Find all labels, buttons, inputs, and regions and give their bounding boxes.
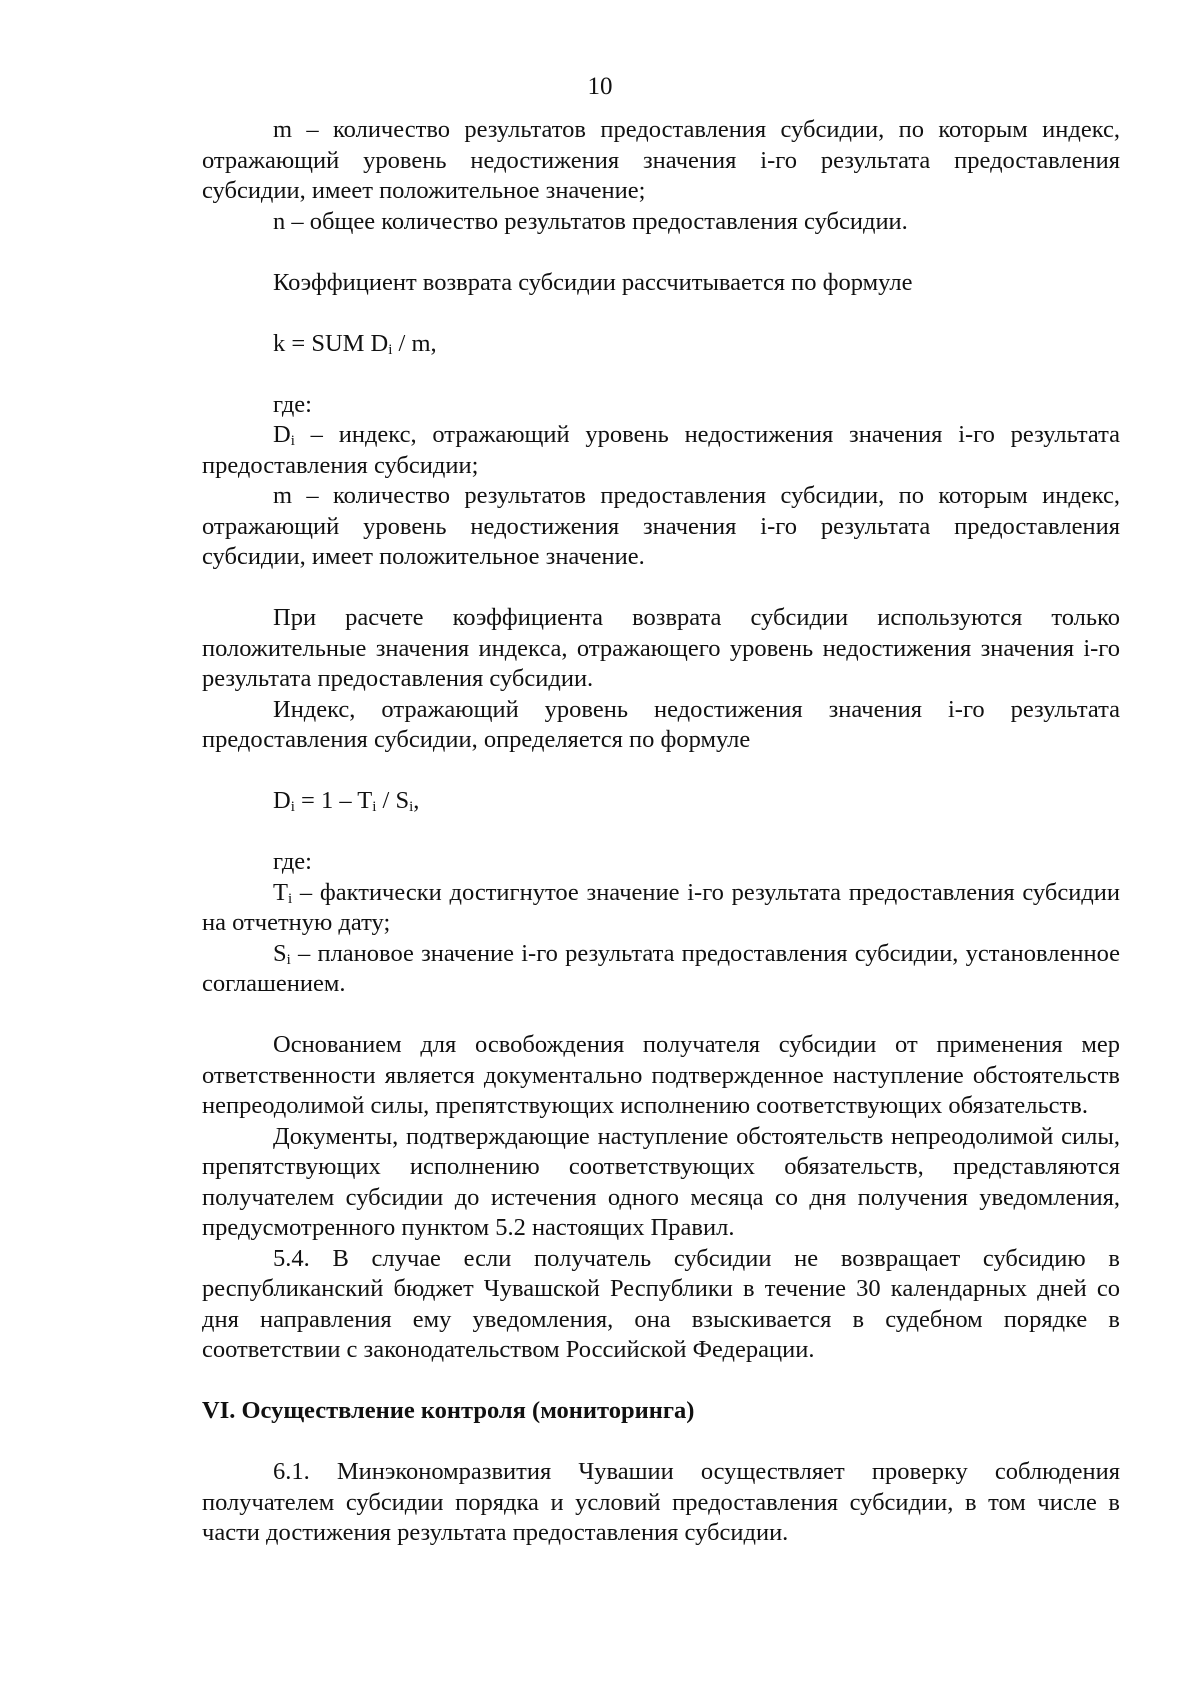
page-number: 10 bbox=[587, 73, 613, 100]
paragraph-si-definition bbox=[202, 939, 1120, 1000]
paragraph-index-intro: Индекс, отражающий уровень недостижения значения i-го результата предоставления субсидии, определяется по формуле bbox=[202, 695, 1120, 753]
paragraph-positive-values: При расчете коэффициента возврата субсидии используются только положительные значения индекса, отражающего уровень недостижения значения i-го результата предоставления субсидии. bbox=[202, 604, 1120, 692]
formula-di-c-sub: i bbox=[409, 799, 414, 815]
formula-k-subscript: i bbox=[388, 341, 393, 358]
paragraph-di-definition bbox=[202, 420, 1120, 481]
si-symbol: S bbox=[273, 939, 287, 967]
ti-subscript: i bbox=[287, 890, 293, 907]
section-heading-vi: VI. Осуществление контроля (мониторинга) bbox=[202, 1397, 695, 1424]
ti-symbol: T bbox=[273, 878, 288, 906]
di-symbol: D bbox=[273, 421, 291, 448]
formula-di-b-sub: i bbox=[372, 799, 377, 815]
formula-di bbox=[202, 786, 1120, 817]
formula-k-prefix: k = SUM D bbox=[273, 329, 389, 357]
ti-definition-text: – фактически достигнутое значение i-го результата предоставления субсидии на отчетную дату; bbox=[202, 878, 1120, 936]
formula-di-a-sub: i bbox=[290, 799, 295, 815]
paragraph-coefficient-intro: Коэффициент возврата субсидии рассчитывается по формуле bbox=[273, 268, 913, 296]
formula-k-suffix: / m, bbox=[392, 329, 437, 357]
paragraph-force-majeure-basis: Основанием для освобождения получателя субсидии от применения мер ответственности является документально подтвержденное наступление обстоятельств непреодолимой силы, препятствующих исполнению соответствующих обязательств. bbox=[202, 1031, 1120, 1119]
paragraph-m-definition: m – количество результатов предоставления субсидии, по которым индекс, отражающий уровень недостижения значения i-го результата предоставления субсидии, имеет положительное значение; bbox=[202, 116, 1120, 204]
formula-di-d: , bbox=[413, 787, 420, 814]
di-definition-text: – индекс, отражающий уровень недостижения значения i-го результата предоставления субсидии; bbox=[202, 421, 1120, 479]
where-label-1: где: bbox=[273, 390, 312, 418]
formula-k bbox=[202, 329, 1120, 360]
paragraph-ti-definition bbox=[202, 878, 1120, 939]
paragraph-n-definition: n – общее количество результатов предоставления субсидии. bbox=[273, 207, 908, 235]
formula-di-a: D bbox=[273, 787, 291, 814]
formula-di-c: / S bbox=[376, 787, 410, 814]
formula-di-b: = 1 – T bbox=[294, 787, 373, 814]
document-body bbox=[202, 115, 1120, 1549]
where-label-2: где: bbox=[273, 848, 312, 875]
paragraph-6-1: 6.1. Минэкономразвития Чувашии осуществляет проверку соблюдения получателем субсидии порядка и условий предоставления субсидии, в том числе в части достижения результата предоставления субсидии. bbox=[202, 1458, 1120, 1546]
paragraph-force-majeure-documents: Документы, подтверждающие наступление обстоятельств непреодолимой силы, препятствующих исполнению соответствующих обязательств, представляются получателем субсидии до истечения одного месяца со дня получения уведомления, предусмотренного пунктом 5.2 настоящих Правил. bbox=[202, 1122, 1120, 1241]
di-subscript: i bbox=[290, 433, 295, 449]
paragraph-m-definition-2: m – количество результатов предоставления субсидии, по которым индекс, отражающий уровень недостижения значения i-го результата предоставления субсидии, имеет положительное значение. bbox=[202, 482, 1120, 570]
si-subscript: i bbox=[286, 951, 291, 968]
si-definition-text: – плановое значение i-го результата предоставления субсидии, установленное соглашением. bbox=[202, 939, 1120, 997]
paragraph-5-4: 5.4. В случае если получатель субсидии не возвращает субсидию в республиканский бюджет Чувашской Республики в течение 30 календарных дней со дня направления ему уведомления, она взыскивается в судебном порядке в соответствии с законодательством Российской Федерации. bbox=[202, 1244, 1120, 1363]
